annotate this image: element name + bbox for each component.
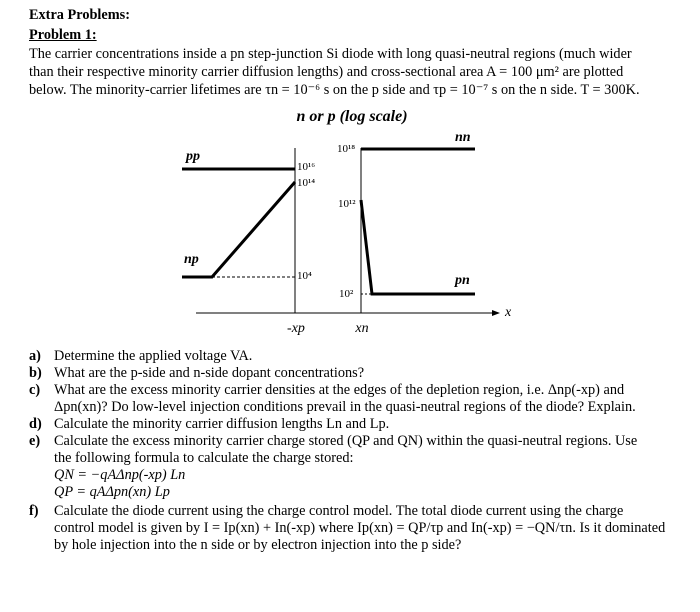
np-curve (182, 182, 295, 277)
section-title: Extra Problems: (29, 7, 130, 23)
question-e-label: e) (29, 433, 41, 449)
intro-line-2: than their respective minority carrier diffusion lengths) and cross-sectional area A = 100 μm² are plotted (29, 64, 624, 80)
tick-1e14: 10¹⁴ (297, 177, 316, 189)
x-axis-arrow (492, 310, 500, 316)
formula-qn: QN = −qAΔnp(-xp) Ln (54, 467, 186, 483)
question-b-label: b) (29, 365, 42, 381)
question-f-line-3: by hole injection into the n side or by electron injection into the p side? (54, 537, 462, 553)
x-minus-xp-label: -xp (287, 321, 305, 336)
np-label: np (184, 252, 199, 267)
question-a-line-1: Determine the applied voltage VA. (54, 348, 253, 364)
question-e-line-2: the following formula to calculate the charge stored: (54, 450, 354, 466)
question-e-line-1: Calculate the excess minority carrier charge stored (QP and QN) within the quasi-neutral regions. Use (54, 433, 638, 449)
intro-line-3: below. The minority-carrier lifetimes are τn = 10⁻⁶ s on the p side and τp = 10⁻⁷ s on the n side. T = 300K. (29, 82, 640, 98)
intro-line-1: The carrier concentrations inside a pn step-junction Si diode with long quasi-neutral regions (much wider (29, 46, 632, 62)
question-c-line-1: What are the excess minority carrier densities at the edges of the depletion region, i.e. Δnp(-xp) and (54, 382, 625, 398)
question-f-label: f) (29, 503, 39, 519)
tick-1e2: 10² (339, 288, 354, 300)
question-c-line-2: Δpn(xn)? Do low-level injection conditions prevail in the quasi-neutral regions of the diode? Explain. (54, 399, 636, 415)
question-d-label: d) (29, 416, 42, 432)
formula-qp: QP = qAΔpn(xn) Lp (54, 484, 170, 500)
pn-label: pn (455, 273, 470, 288)
x-xn-label: xn (355, 321, 369, 336)
problem-heading: Problem 1: (29, 27, 97, 43)
tick-1e12: 10¹² (338, 198, 356, 210)
tick-1e16: 10¹⁶ (297, 161, 316, 173)
question-f-line-2: control model is given by I = Ip(xn) + In(-xp) where Ip(xn) = QP/τp and In(-xp) = −QN/τn. Is it dominated (54, 520, 666, 536)
figure-title: n or p (log scale) (296, 108, 408, 125)
question-d-line-1: Calculate the minority carrier diffusion lengths Ln and Lp. (54, 416, 390, 432)
tick-1e18: 10¹⁸ (337, 143, 356, 155)
tick-1e4: 10⁴ (297, 270, 312, 282)
x-axis-label: x (505, 305, 512, 320)
question-f-line-1: Calculate the diode current using the charge control model. The total diode current using the charge (54, 503, 624, 519)
question-a-label: a) (29, 348, 41, 364)
question-b-line-1: What are the p-side and n-side dopant concentrations? (54, 365, 365, 381)
pp-label: pp (186, 149, 200, 164)
question-c-label: c) (29, 382, 41, 398)
nn-label: nn (455, 130, 471, 145)
